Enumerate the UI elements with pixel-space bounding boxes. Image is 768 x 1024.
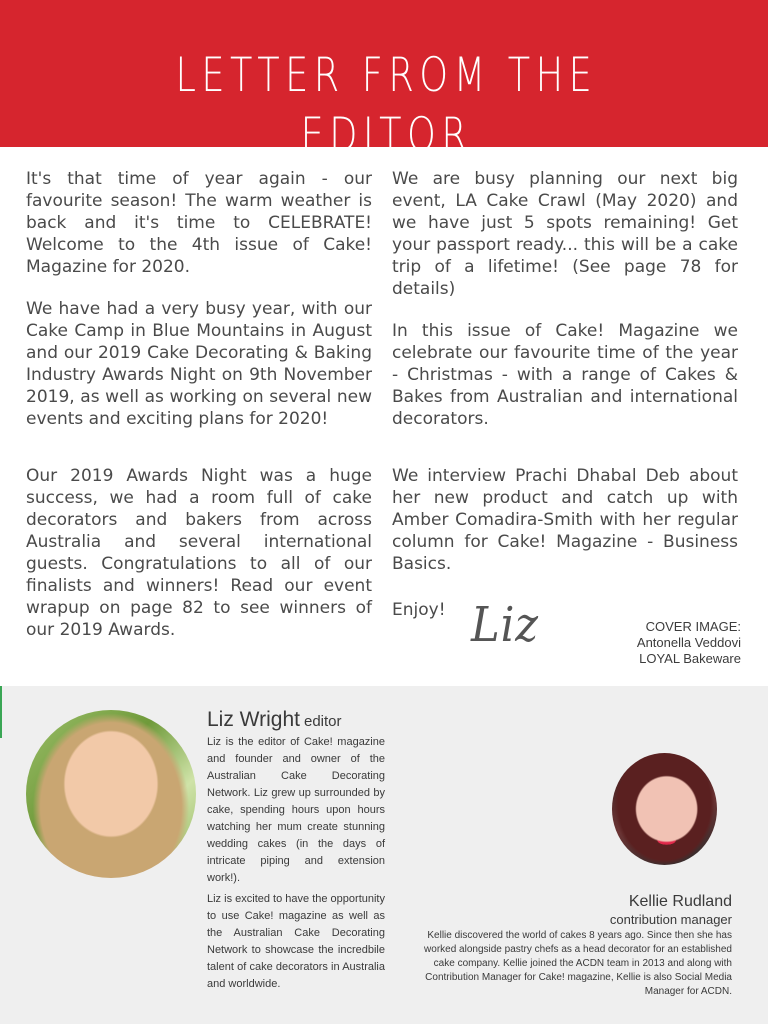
editor-bio-paragraph: Liz is the editor of Cake! magazine and founder and owner of the Australian Cake Decorating Network. Liz grew up surrounded by cake, spending hours upon hours watching her mum create stunning wedding cakes (in the days of intricate piping and extension work!). xyxy=(207,736,385,884)
letter-left-column xyxy=(26,168,372,641)
cover-name: Antonella Veddovi xyxy=(636,635,741,650)
contributor-bio: Kellie discovered the world of cakes 8 years ago. Since then she has worked alongside pastry chefs as a head decorator for an established cake company. Kellie joined the ACDN team in 2013 and along with Contribution Manager for Cake! magazine, Kellie is also Social Media Manager for ACDN. xyxy=(424,930,732,997)
accent-line xyxy=(0,686,2,738)
editor-role: editor xyxy=(303,713,342,730)
letter-paragraph: Our 2019 Awards Night was a huge success, we had a room full of cake decorators and bakers from across Australia and several international guests. Congratulations to all of our finalists and winners! Read our event wrapup on page 82 to see winners of our 2019 Awards. xyxy=(26,466,372,640)
page-title: LETTER FROM THE EDITOR xyxy=(175,48,598,163)
letter-paragraph: It's that time of year again - our favourite season! The warm weather is back and it's time to CELEBRATE! Welcome to the 4th issue of Cake! Magazine for 2020. xyxy=(26,169,372,277)
editor-name-line xyxy=(207,708,342,732)
letter-paragraph: We are busy planning our next big event, LA Cake Crawl (May 2020) and we have just 5 spots remaining! Get your passport ready... this will be a cake trip of a lifetime! (See page 78 for details) xyxy=(392,169,738,299)
editor-bio xyxy=(207,734,385,993)
signature: Liz xyxy=(471,597,539,653)
letter-paragraph: In this issue of Cake! Magazine we celebrate our favourite time of the year - Christmas - with a range of Cakes & Bakes from Australian and international decorators. xyxy=(392,321,738,429)
editor-name: Liz Wright xyxy=(207,708,300,731)
letter-paragraph: We have had a very busy year, with our Cake Camp in Blue Mountains in August and our 2019 Cake Decorating & Baking Industry Awards Night on 9th November 2019, as well as working on several new events and exciting plans for 2020! xyxy=(26,299,372,429)
contributor-photo xyxy=(612,753,717,865)
contributor-name: Kellie Rudland xyxy=(628,893,732,910)
cover-label: COVER IMAGE: xyxy=(645,619,741,634)
contributor-role: contribution manager xyxy=(609,912,732,927)
title-banner xyxy=(0,0,768,163)
signoff: Enjoy! xyxy=(392,600,446,620)
letter-right-column xyxy=(392,168,738,575)
cover-company: LOYAL Bakeware xyxy=(639,651,741,666)
letter-paragraph: We interview Prachi Dhabal Deb about her new product and catch up with Amber Comadira-Smith with her regular column for Cake! Magazine - Business Basics. xyxy=(392,466,738,574)
cover-credit xyxy=(637,619,741,667)
editor-photo xyxy=(26,710,196,878)
editor-bio-paragraph: Liz is excited to have the opportunity to use Cake! magazine as well as the Australian Cake Decorating Network to showcase the incredbile talent of cake decorators in Australia and worldwide. xyxy=(207,893,385,990)
